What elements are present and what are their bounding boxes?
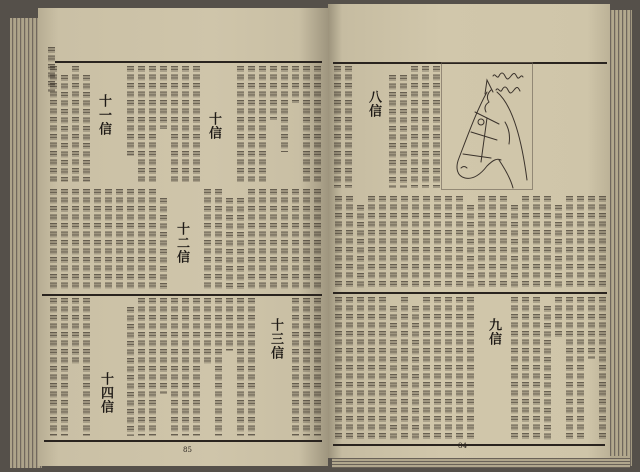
text-column <box>357 297 364 440</box>
text-column <box>500 196 507 288</box>
text-column <box>368 196 375 288</box>
text-column <box>248 189 255 290</box>
text-column <box>149 66 156 182</box>
horizontal-rule <box>55 61 322 63</box>
horizontal-rule <box>42 294 322 296</box>
text-column <box>577 297 584 440</box>
text-column <box>599 196 606 288</box>
text-column <box>61 189 68 290</box>
text-column <box>566 196 573 288</box>
text-column <box>544 306 551 440</box>
text-column <box>127 189 134 290</box>
text-column <box>588 297 595 359</box>
text-column <box>379 297 386 440</box>
text-column <box>555 205 562 288</box>
text-column <box>522 297 529 440</box>
text-column <box>411 66 418 188</box>
text-column <box>511 205 518 288</box>
page-edges-right <box>608 10 632 466</box>
text-column <box>401 297 408 440</box>
letter-heading: 十四信 <box>98 372 113 414</box>
text-column <box>423 297 430 440</box>
text-column <box>94 189 101 290</box>
text-column <box>171 66 178 182</box>
page-number: 85 <box>183 446 192 454</box>
text-column <box>215 189 222 290</box>
text-column <box>456 196 463 288</box>
text-column <box>292 66 299 103</box>
text-column <box>127 66 134 156</box>
text-column <box>226 298 233 351</box>
text-column <box>544 196 551 288</box>
text-column <box>160 298 167 394</box>
text-column <box>182 298 189 436</box>
text-column <box>346 196 353 288</box>
text-column <box>445 297 452 440</box>
text-column <box>292 298 299 436</box>
text-column <box>248 66 255 182</box>
text-column <box>368 297 375 440</box>
text-column <box>204 189 211 290</box>
text-column <box>61 75 68 182</box>
horizontal-rule <box>333 292 607 294</box>
text-column <box>193 298 200 436</box>
text-column <box>204 298 211 366</box>
text-column <box>489 196 496 288</box>
text-column <box>292 189 299 290</box>
text-column <box>390 306 397 440</box>
text-column <box>116 189 123 290</box>
text-column <box>314 66 321 182</box>
letter-heading: 十一信 <box>96 94 111 136</box>
text-column <box>105 189 112 290</box>
text-column <box>182 66 189 182</box>
text-column <box>149 298 156 436</box>
text-column <box>270 66 277 120</box>
text-column <box>566 297 573 440</box>
text-column <box>422 66 429 188</box>
text-column <box>445 196 452 288</box>
text-column <box>237 298 244 436</box>
letter-heading: 八信 <box>366 90 381 118</box>
text-column <box>577 196 584 288</box>
text-column <box>215 298 222 436</box>
text-column <box>346 297 353 440</box>
text-column <box>237 66 244 182</box>
horizontal-rule <box>333 444 605 446</box>
text-column <box>389 75 396 188</box>
text-column <box>335 297 342 440</box>
text-column <box>412 306 419 440</box>
sketch-illustration <box>441 62 533 190</box>
text-column <box>127 307 134 436</box>
text-column <box>335 196 342 288</box>
text-column <box>303 66 310 182</box>
text-column <box>50 189 57 290</box>
text-column <box>138 298 145 436</box>
text-column <box>357 205 364 288</box>
text-column <box>599 297 606 440</box>
text-column <box>72 298 79 365</box>
horizontal-rule <box>44 440 322 442</box>
text-column <box>83 298 90 436</box>
letter-heading: 十信 <box>206 112 221 140</box>
text-column <box>434 297 441 440</box>
text-column <box>193 66 200 182</box>
text-column <box>226 198 233 290</box>
text-column <box>400 75 407 188</box>
text-column <box>334 66 341 188</box>
text-column <box>412 196 419 288</box>
text-column <box>467 297 474 440</box>
text-column <box>511 297 518 440</box>
text-column <box>314 298 321 436</box>
text-column <box>83 189 90 290</box>
text-column <box>248 298 255 436</box>
text-column <box>533 297 540 440</box>
text-column <box>281 189 288 290</box>
text-column <box>138 189 145 290</box>
text-column <box>314 189 321 290</box>
text-column <box>171 298 178 436</box>
text-column <box>555 297 562 337</box>
text-column <box>588 196 595 288</box>
text-column <box>72 66 79 182</box>
text-column <box>138 66 145 182</box>
text-column <box>303 298 310 436</box>
text-column <box>237 198 244 290</box>
letter-heading: 九信 <box>486 318 501 346</box>
text-column <box>160 66 167 129</box>
text-column <box>423 196 430 288</box>
text-column <box>50 298 57 436</box>
text-column <box>61 298 68 436</box>
text-column <box>48 47 55 92</box>
text-column <box>533 196 540 288</box>
text-column <box>478 196 485 288</box>
text-column <box>390 196 397 288</box>
letter-heading: 十二信 <box>174 222 189 264</box>
text-column <box>303 189 310 290</box>
letter-heading: 十三信 <box>268 318 283 360</box>
text-column <box>149 189 156 290</box>
text-column <box>270 189 277 290</box>
page-number: 84 <box>458 442 467 450</box>
text-column <box>345 66 352 188</box>
text-column <box>433 66 440 188</box>
text-column <box>281 66 288 152</box>
text-column <box>434 196 441 288</box>
text-column <box>83 75 90 182</box>
text-column <box>467 205 474 288</box>
text-column <box>72 189 79 290</box>
text-column <box>401 196 408 288</box>
text-column <box>259 189 266 290</box>
text-column <box>456 297 463 440</box>
text-column <box>160 198 167 290</box>
text-column <box>522 196 529 288</box>
text-column <box>259 66 266 182</box>
text-column <box>379 196 386 288</box>
